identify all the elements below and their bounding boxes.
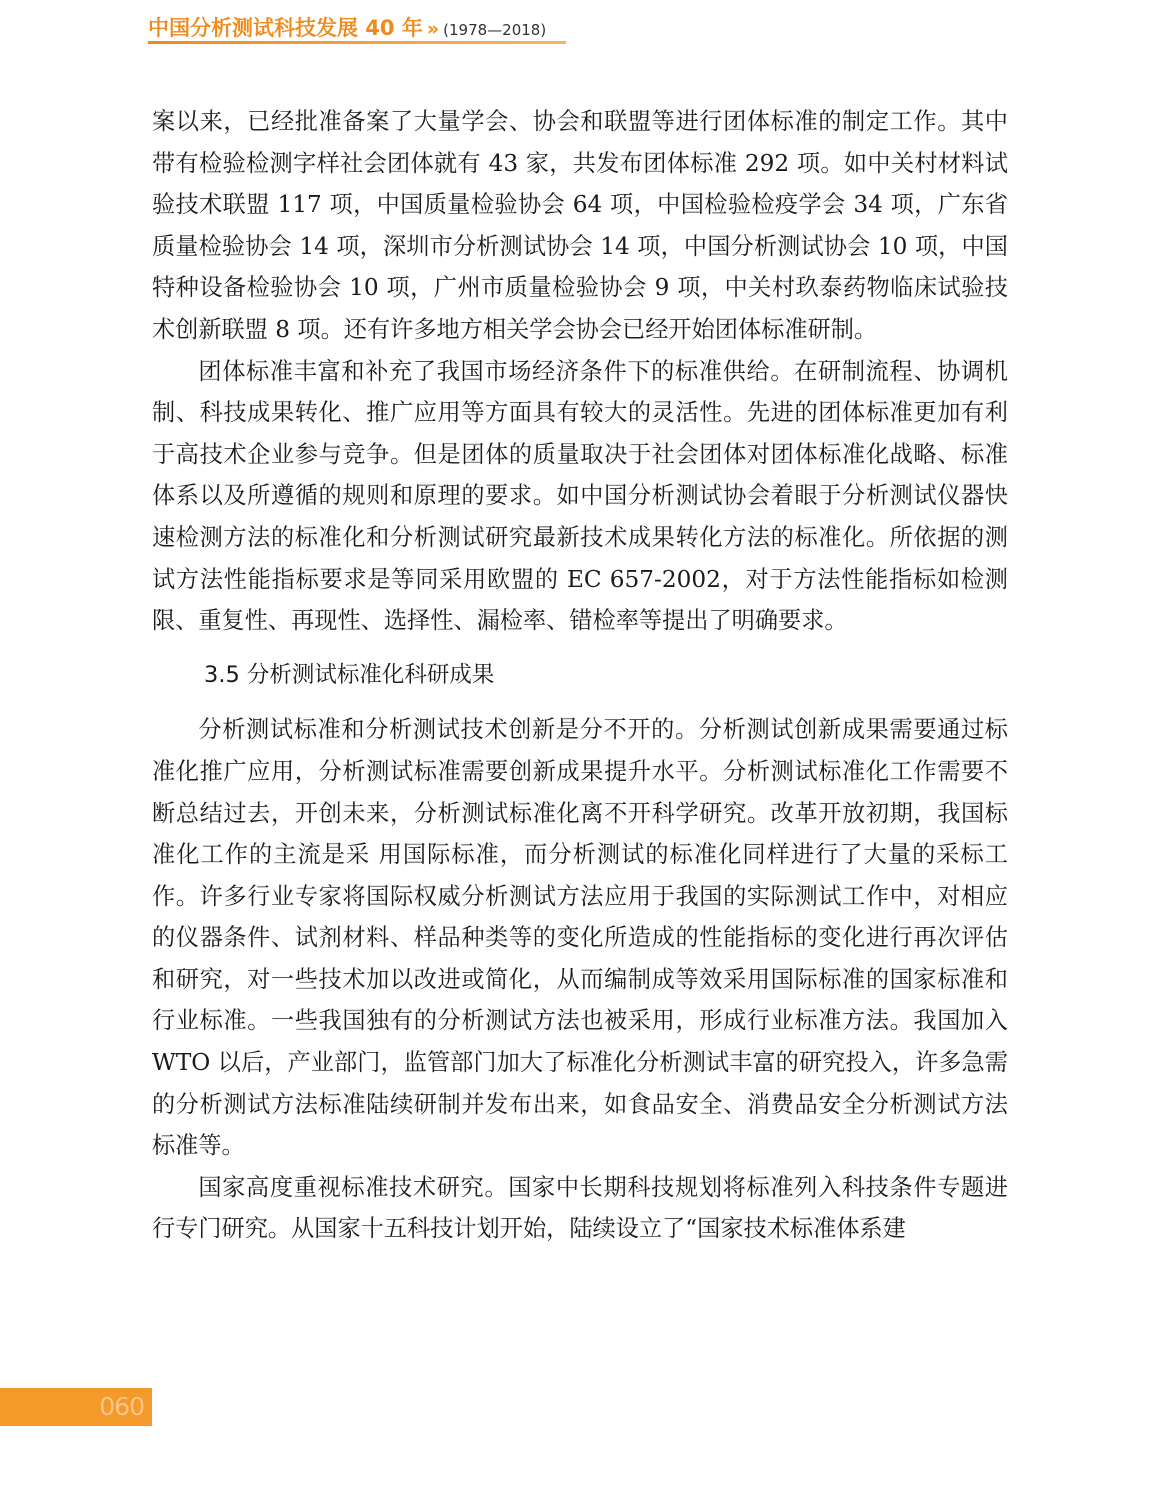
paragraph-research-results: 分析测试标准和分析测试技术创新是分不开的。分析测试创新成果需要通过标准化推广应用，分析测试标准需要创新成果提升水平。分析测试标准化工作需要不断总结过去，开创未来，分析测试标准化离不开科学研究。改革开放初期，我国标准化工作的主流是采 用国际标准，而分析测试的标准化同样进行了大量的采标工作。许多行业专家将国际权威分析测试方法应用于我国的实际测试工作中，对相应的仪器条件、试剂材料、样品种类等的变化所造成的性能指标的变化进行再次评估和研究，对一些技术加以改进或简化，从而编制成等效采用国际标准的国家标准和行业标准。一些我国独有的分析测试方法也被采用，形成行业标准方法。我国加入 WTO 以后，产业部门，监管部门加大了标准化分析测试丰富的研究投入，许多急需的分析测试方法标准陆续研制并发布出来，如食品安全、消费品安全分析测试方法标准等。 <box>152 716 1008 1160</box>
paragraph-national-research: 国家高度重视标准技术研究。国家中长期科技规划将标准列入科技条件专题进行专门研究。从国家十五科技计划开始，陆续设立了“国家技术标准体系建 <box>152 1173 1008 1243</box>
book-title-text: 中国分析测试科技发展 40 年 <box>148 16 423 40</box>
double-chevron-icon: » <box>426 18 440 40</box>
year-range: (1978—2018) <box>443 21 547 39</box>
page-body <box>152 101 1008 1250</box>
book-title <box>148 12 546 42</box>
paragraph-continued: 案以来，已经批准备案了大量学会、协会和联盟等进行团体标准的制定工作。其中带有检验检测字样社会团体就有 43 家，共发布团体标准 292 项。如中关村材料试验技术联盟 117 项，中国质量检验协会 64 项，中国检验检疫学会 34 项，广东省质量检验协会 14 项，深圳市分析测试协会 14 项，中国分析测试协会 10 项，中国特种设备检验协会 10 项，广州市质量检验协会 9 项，中关村玖泰药物临床试验技术创新联盟 8 项。还有许多地方相关学会协会已经开始团体标准研制。 <box>152 108 1008 343</box>
running-header <box>148 8 568 44</box>
paragraph-group-standards: 团体标准丰富和补充了我国市场经济条件下的标准供给。在研制流程、协调机制、科技成果转化、推广应用等方面具有较大的灵活性。先进的团体标准更加有利于高技术企业参与竞争。但是团体的质量取决于社会团体对团体标准化战略、标准体系以及所遵循的规则和原理的要求。如中国分析测试协会着眼于分析测试仪器快速检测方法的标准化和分析测试研究最新技术成果转化方法的标准化。所依据的测试方法性能指标要求是等同采用欧盟的 EC 657-2002，对于方法性能指标如检测限、重复性、再现性、选择性、漏检率、错检率等提出了明确要求。 <box>152 357 1008 635</box>
page-number: 060 <box>99 1392 144 1421</box>
section-heading: 3.5 分析测试标准化科研成果 <box>204 661 495 688</box>
page-number-tab <box>0 1388 152 1426</box>
header-underline <box>148 41 566 44</box>
